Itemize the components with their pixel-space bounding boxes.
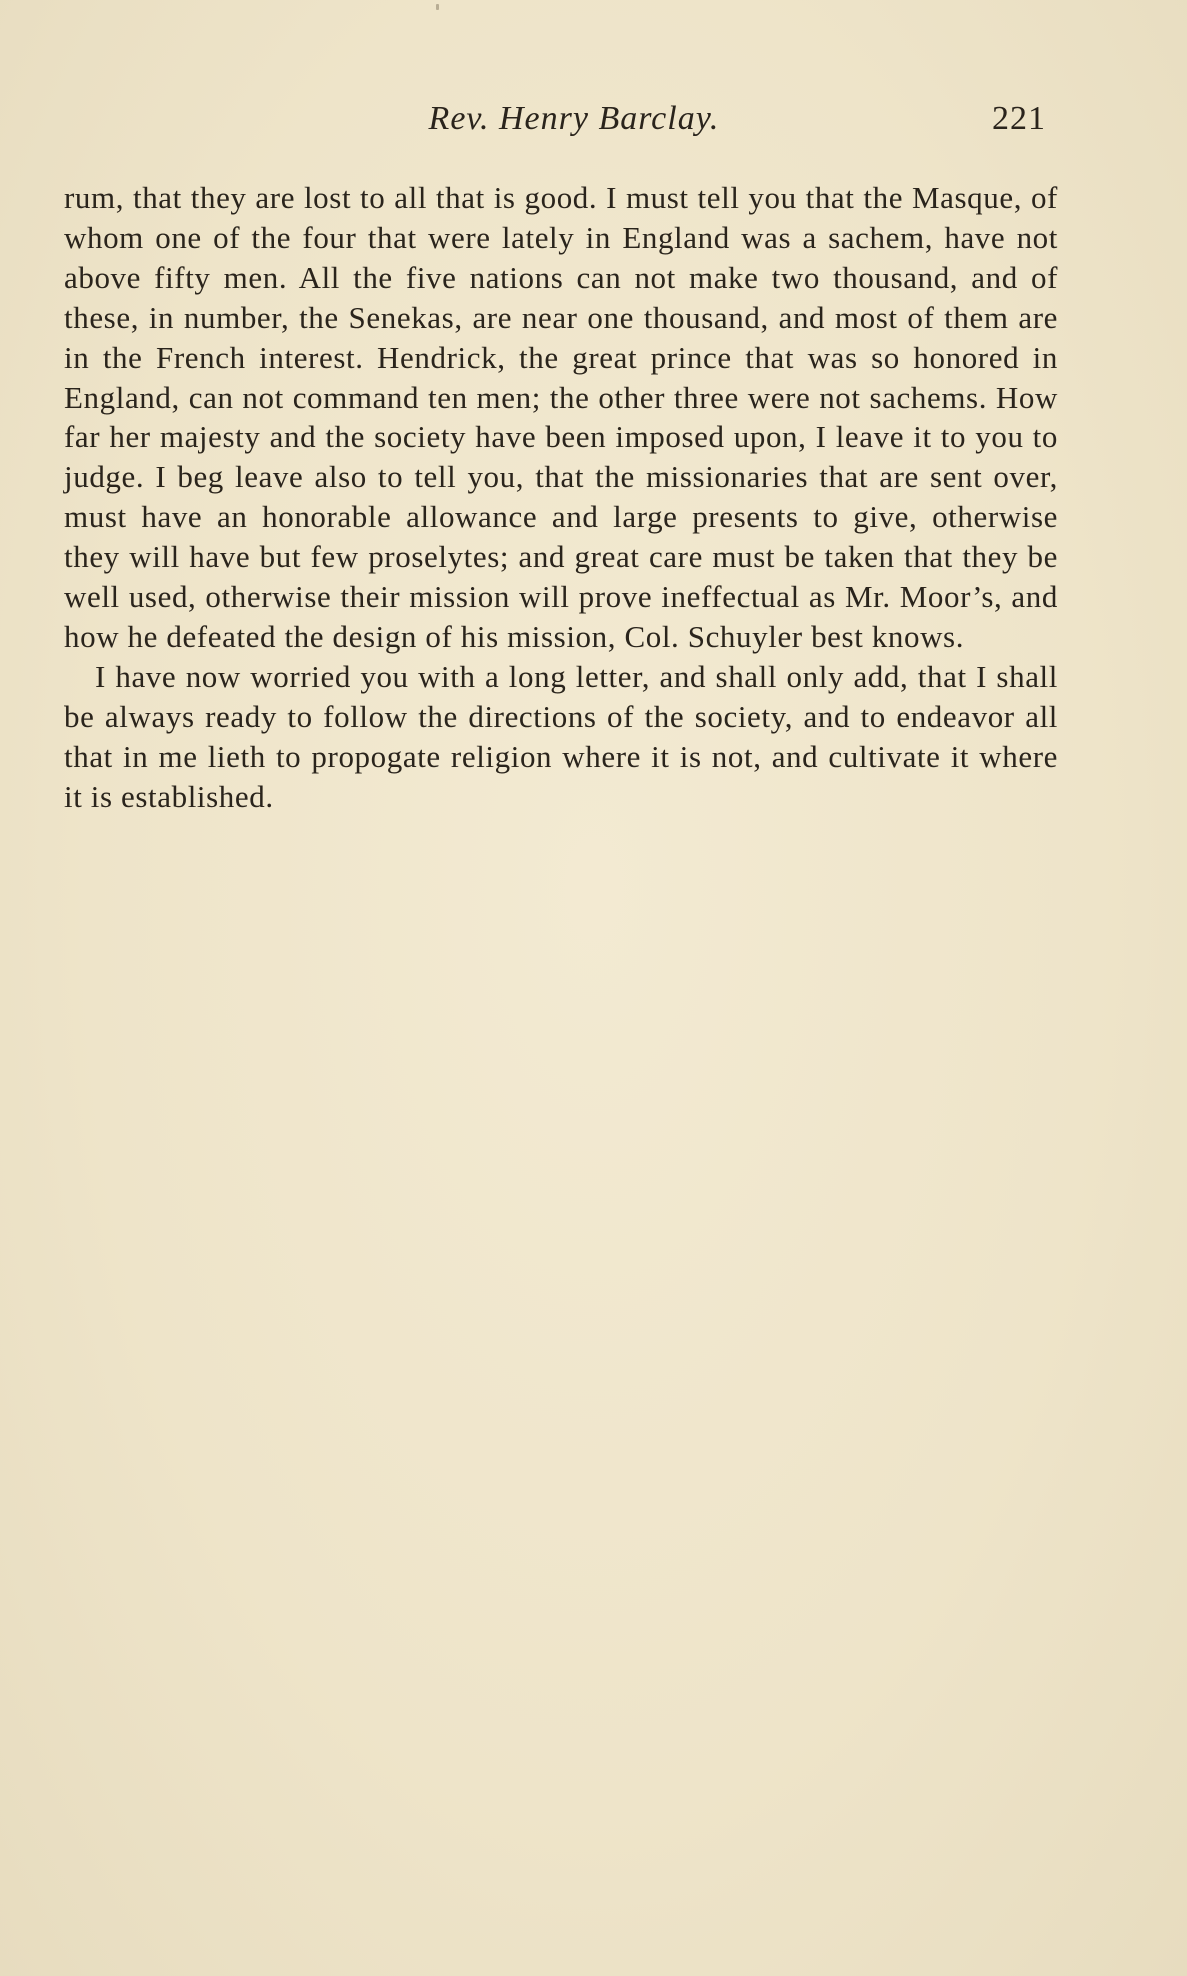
running-title: Rev. Henry Barclay. xyxy=(428,100,720,137)
paragraph-closing: I have now worried you with a long letter, and shall only add, that I shall be always ready to follow the directions of the society, and to endeavor all that in me lieth to propogate religion where it is not, and cultivate it where it is established. xyxy=(64,658,1058,814)
page-number: 221 xyxy=(992,100,1046,137)
body-text xyxy=(64,178,1058,817)
paragraph-continued: rum, that they are lost to all that is good. I must tell you that the Masque, of whom one of the four that were lately in England was a sachem, have not above fifty men. All the five nations can not make two thousand, and of these, in number, the Senekas, are near one thousand, and most of them are in the French interest. Hendrick, the great prince that was so honored in England, can not command ten men; the other three were not sachems. How far her majesty and the society have been imposed upon, I leave it to you to judge. I beg leave also to tell you, that the missionaries that are sent over, must have an honorable allowance and large presents to give, otherwise they will have but few proselytes; and great care must be taken that they be well used, otherwise their mission will prove ineffectual as Mr. Moor’s, and how he defeated the design of his mission, Col. Schuyler best knows. xyxy=(64,180,1058,654)
ink-speck xyxy=(436,4,439,10)
running-head xyxy=(64,100,1054,144)
